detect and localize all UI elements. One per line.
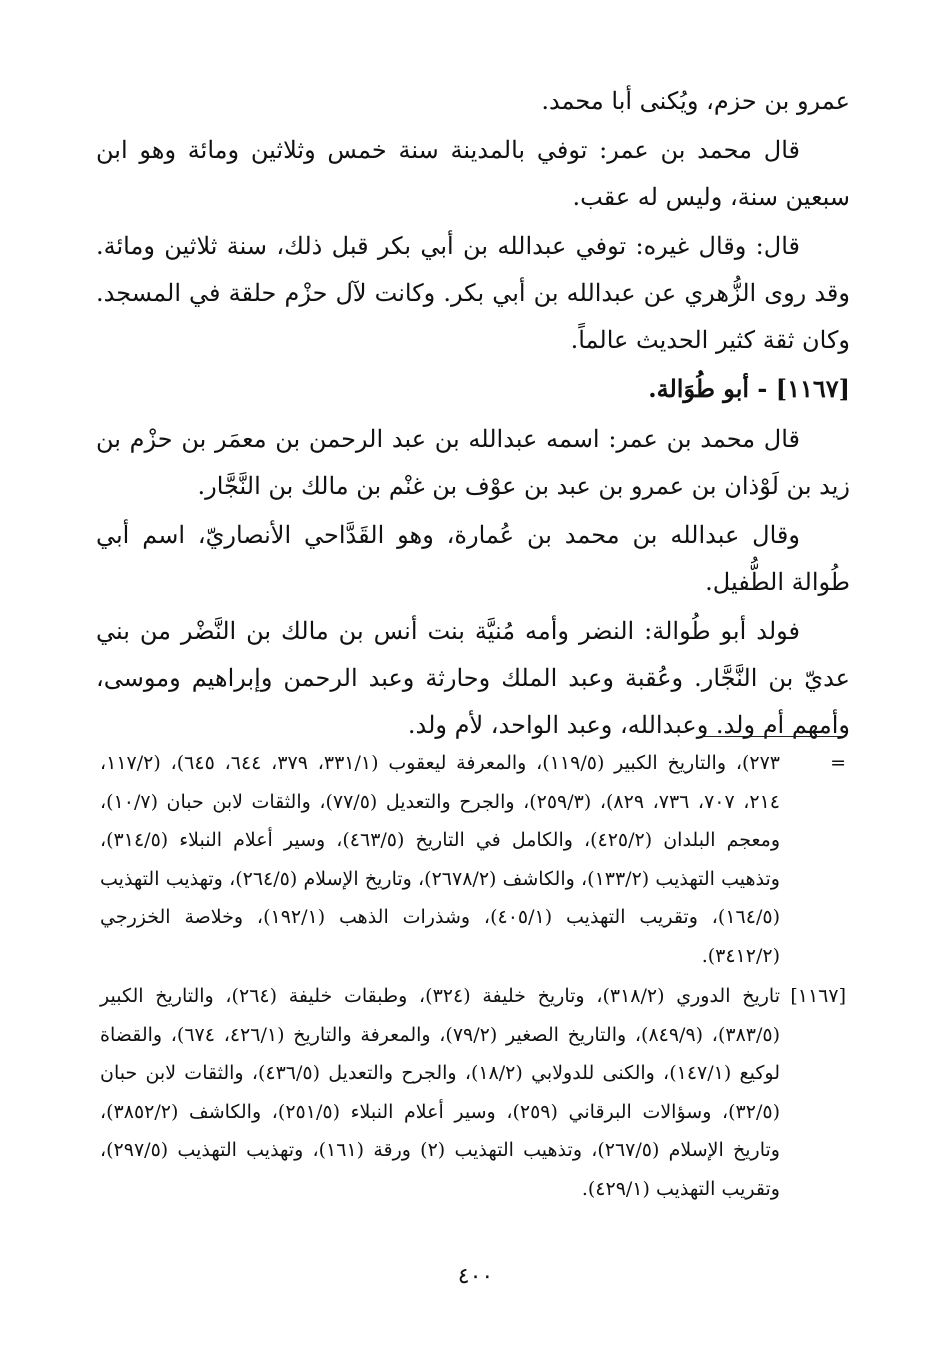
footnote-1167: [100, 977, 846, 1208]
footnote-text: ٢٧٣)، والتاريخ الكبير (١١٩/٥)، والمعرفة ليعقوب (٣٣١/١، ٣٧٩، ٦٤٤، ٦٤٥)، (١١٧/٢، ٢١٤، ٧٠٧، ٧٣٦، ٨٢٩)، (٢٥٩/٣)، والجرح والتعديل (٧٧/٥)، والثقات لابن حبان (١٠/٧)، ومعجم البلدان (٤٢٥/٢)، والكامل في التاريخ (٤٦٣/٥)، وسير أعلام النبلاء (٣١٤/٥)، وتذهيب التهذيب (١٣٣/٢)، والكاشف (٢٦٧٨/٢)، وتاريخ الإسلام (٢٦٤/٥)، وتهذيب التهذيب (١٦٤/٥)، وتقريب التهذيب (٤٠٥/١)، وشذرات الذهب (١٩٢/١)، وخلاصة الخزرجي (٣٤١٢/٢).: [100, 752, 781, 967]
footnote-number: [١١٦٧]: [790, 985, 846, 1007]
paragraph-2: قال محمد بن عمر: توفي بالمدينة سنة خمس وثلاثين ومائة وهو ابن سبعين سنة، وليس له عقب.: [96, 136, 850, 211]
entry-paragraph-2: وقال عبدالله بن محمد بن عُمارة، وهو القَدَّاحي الأنصاريّ، اسم أبي طُوالة الطُّفيل.: [96, 521, 850, 596]
entry-heading: [١١٦٧] - أبو طُوَالة.: [648, 374, 850, 403]
main-text: [96, 78, 850, 749]
footnote-marker: =: [830, 752, 846, 774]
page-number: ٤٠٠: [457, 1264, 494, 1289]
footnote-text: تاريخ الدوري (٣١٨/٢)، وتاريخ خليفة (٣٢٤)، وطبقات خليفة (٢٦٤)، والتاريخ الكبير (٣٨٣/٥)، (٨٤٩/٩)، والتاريخ الصغير (٧٩/٢)، والمعرفة والتاريخ (٤٢٦/١، ٦٧٤)، والقضاة لوكيع (١٤٧/١)، والكنى للدولابي (١٨/٢)، والجرح والتعديل (٤٣٦/٥)، والثقات لابن حبان (٣٢/٥)، وسؤالات البرقاني (٢٥٩)، وسير أعلام النبلاء (٢٥١/٥)، والكاشف (٣٨٥٢/٢)، وتاريخ الإسلام (٢٦٧/٥)، وتذهيب التهذيب (٢) ورقة (١٦١)، وتهذيب التهذيب (٢٩٧/٥)، وتقريب التهذيب (٤٢٩/١).: [100, 985, 781, 1200]
paragraph-1: عمرو بن حزم، ويُكنى أبا محمد.: [541, 87, 850, 115]
footnotes: [100, 744, 846, 1208]
paragraph-3: قال: وقال غيره: توفي عبدالله بن أبي بكر قبل ذلك، سنة ثلاثين ومائة. وقد روى الزُّهري عن عبدالله بن أبي بكر. وكانت لآل حزْم حلقة في المسجد. وكان ثقة كثير الحديث عالماً.: [96, 232, 850, 354]
entry-paragraph-1: قال محمد بن عمر: اسمه عبدالله بن عبد الرحمن بن معمَر بن حزْم بن زيد بن لَوْذان بن عمرو بن عبد بن عوْف بن غنْم بن مالك بن النَّجَّار.: [96, 425, 850, 500]
entry-paragraph-3: فولد أبو طُوالة: النضر وأمه مُنيَّة بنت أنس بن مالك بن النَّضْر من بني عديّ بن النَّجَّار. وعُقبة وعبد الملك وحارثة وعبد الرحمن وإبراهيم وموسى، وأمهم أم ولد. وعبدالله، وعبد الواحد، لأم ولد.: [96, 617, 850, 739]
footnote-separator: [700, 736, 845, 737]
footnote-continuation: [100, 744, 846, 975]
